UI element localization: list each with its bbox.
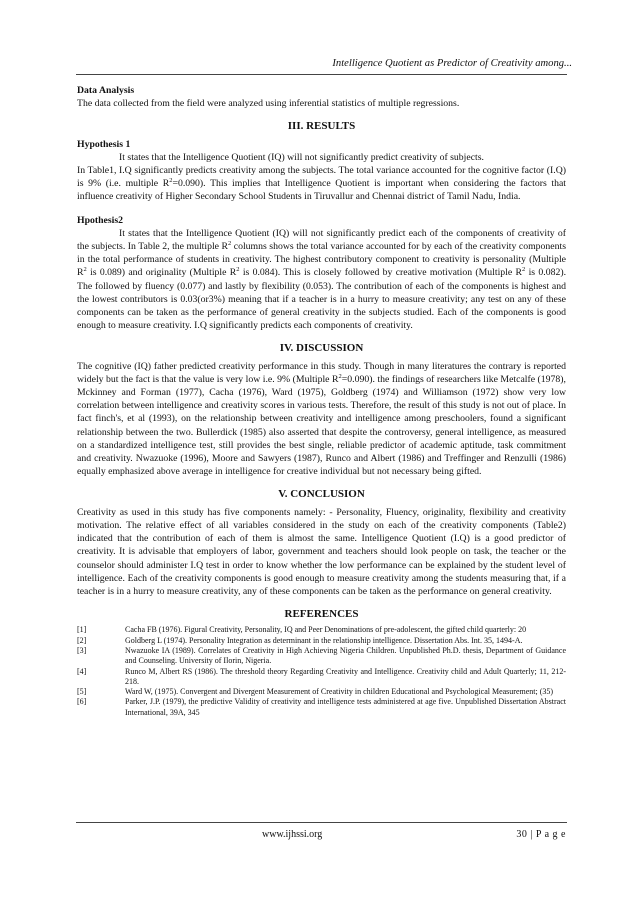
reference-number: [3] bbox=[77, 645, 87, 655]
reference-text: Goldberg L (1974). Personality Integration as determinant in the relationship intelligence. Dissertation Abs. Int. 35, 1494-A. bbox=[125, 635, 523, 645]
reference-item bbox=[77, 646, 566, 667]
reference-text: Ward W, (1975). Convergent and Divergent Measurement of Creativity in children Educational and Psychological Measurement; (35) bbox=[125, 687, 554, 697]
hypothesis2-title: Hpothesis2 bbox=[77, 214, 124, 226]
conclusion-heading: V. CONCLUSION bbox=[278, 488, 365, 501]
reference-text: Nwazuoke IA (1989). Correlates of Creativity in High Achieving Nigeria Children. Unpublished Ph.D. thesis, Department of Guidance and Counseling. University of Ilorin, Nigeria. bbox=[125, 645, 566, 666]
data-analysis-title: Data Analysis bbox=[77, 85, 135, 96]
discussion-heading: IV. DISCUSSION bbox=[279, 342, 364, 355]
reference-text: Runco M, Albert RS (1986). The threshold theory Regarding Creativity and Intelligence. Creativity child and Adult Quarterly; 11, 212-218. bbox=[125, 666, 566, 686]
references-heading: REFERENCES bbox=[284, 608, 359, 621]
reference-item bbox=[77, 687, 566, 697]
running-header: Intelligence Quotient as Predictor of Creativity among... bbox=[332, 58, 572, 69]
footer-url[interactable]: www.ijhssi.org bbox=[262, 829, 323, 840]
results-heading: III. RESULTS bbox=[287, 120, 356, 133]
discussion-paragraph: The cognitive (IQ) father predicted creativity performance in this study. Though in many literatures the contrary is reported widely but the fact is that the value is very low i.e. 9% (Multiple $R^2=0.090$). the findings of researchers like Metcalfe (1978), Mckinney and Forman (1977), Cacha (1976), Ward (1975), Goldberg (1974) and Williamson (1972) show very low correlation between intelligence and creativity scores in various tests. Therefore, the result of this study is not out of place. In fact finch's, et al (1993), on the relationship between creativity and intelligence among preschoolers, found a significant relationship between the two. Bullerdick (1985) also asserted that despite the controversy, general intelligence, as measured on a standardized intelligence test, still provides the best single, reliable predictor of academic aptitude, task commitment and creativity. Nwazuoke (1996), Moore and Sawyers (1987), Runco and Albert (1986) and Treffinger and Renzulli (1986) equally emphasized above average in intelligence for creative individual but not necessary being gifted. bbox=[77, 360, 566, 478]
reference-number: [6] bbox=[77, 697, 87, 707]
hypothesis2-paragraph: It states that the Intelligence Quotient (IQ) will not significantly predict each of the components of creativity of the subjects. In Table 2, the multiple $R^2$ columns shows the total variance accounted for by each of the creativity components in the total performance of students in creativity. The highest contributory component to creativity is personality (Multiple $R^2$ is 0.089) and originality (Multiple $R^2$ is 0.084). This is closely followed by creative motivation (Multiple $R^2$ is 0.082). The followed by fluency (0.077) and lastly by flexibility (0.053). The contribution of each of the components is highest and the lowest contributors is 0.03(or3%) meaning that if a teacher is in a hurry to measure creativity; any test on any of these components can be taken as the performance of general creativity in the subjects studied. Each of the components is good enough to measure creativity. I.Q significantly predicts each components of creativity. bbox=[77, 227, 566, 332]
reference-number: [5] bbox=[77, 687, 87, 697]
header-rule bbox=[76, 74, 567, 75]
reference-number: [1] bbox=[77, 625, 87, 635]
reference-item bbox=[77, 667, 566, 688]
reference-list bbox=[77, 625, 566, 718]
hypothesis1-title: Hypothesis 1 bbox=[77, 138, 131, 150]
footer-rule bbox=[76, 822, 567, 823]
reference-item bbox=[77, 625, 566, 635]
reference-text: Parker, J.P. (1979), the predictive Validity of creativity and intelligence tests administered at age five. Unpublished Dissertation Abstract International, 39A, 345 bbox=[125, 697, 566, 717]
reference-item bbox=[77, 697, 566, 718]
conclusion-paragraph: Creativity as used in this study has five components namely: - Personality, Fluency, originality, flexibility and creativity motivation. The relative effect of all variables considered in the study on each of the creativity components (Table2) indicated that the contribution of each of them is almost the same. Intelligence Quotient (I.Q) is a good predictor of creativity. It is advisable that employers of labor, government and teachers should look people on task, the teacher or the counselor should administer I.Q test in order to know whether the low performance can be explained by the student level of intelligence. Each of the creativity components is good enough to measure creativity among the students measuring that, if a teacher is in a hurry to measure creativity, any of these components can be taken as the performance on general creativity. bbox=[77, 506, 566, 597]
page-body bbox=[77, 84, 566, 718]
hypothesis1-statement: It states that the Intelligence Quotient (IQ) will not significantly predict creativity of subjects. bbox=[119, 151, 484, 163]
page-number: 30 | P a g e bbox=[516, 829, 566, 840]
hypothesis1-paragraph: In Table1, I.Q significantly predicts creativity among the subjects. The total variance accounted for the cognitive factor (I.Q) is 9% (i.e. multiple $R^2=0.090$). This implies that Intelligence Quotient is important when considering the factors that influence creativity of Higher Secondary School Students in Tiruvallur and Chennai district of Tamil Nadu, India. bbox=[77, 165, 566, 203]
reference-item bbox=[77, 636, 566, 646]
reference-number: [4] bbox=[77, 666, 87, 676]
reference-text: Cacha FB (1976). Figural Creativity, Personality, IQ and Peer Denominations of pre-adolescent, the gifted child quarterly: 20 bbox=[125, 625, 527, 635]
data-analysis-text: The data collected from the field were analyzed using inferential statistics of multiple regressions. bbox=[77, 98, 460, 110]
reference-number: [2] bbox=[77, 635, 87, 645]
